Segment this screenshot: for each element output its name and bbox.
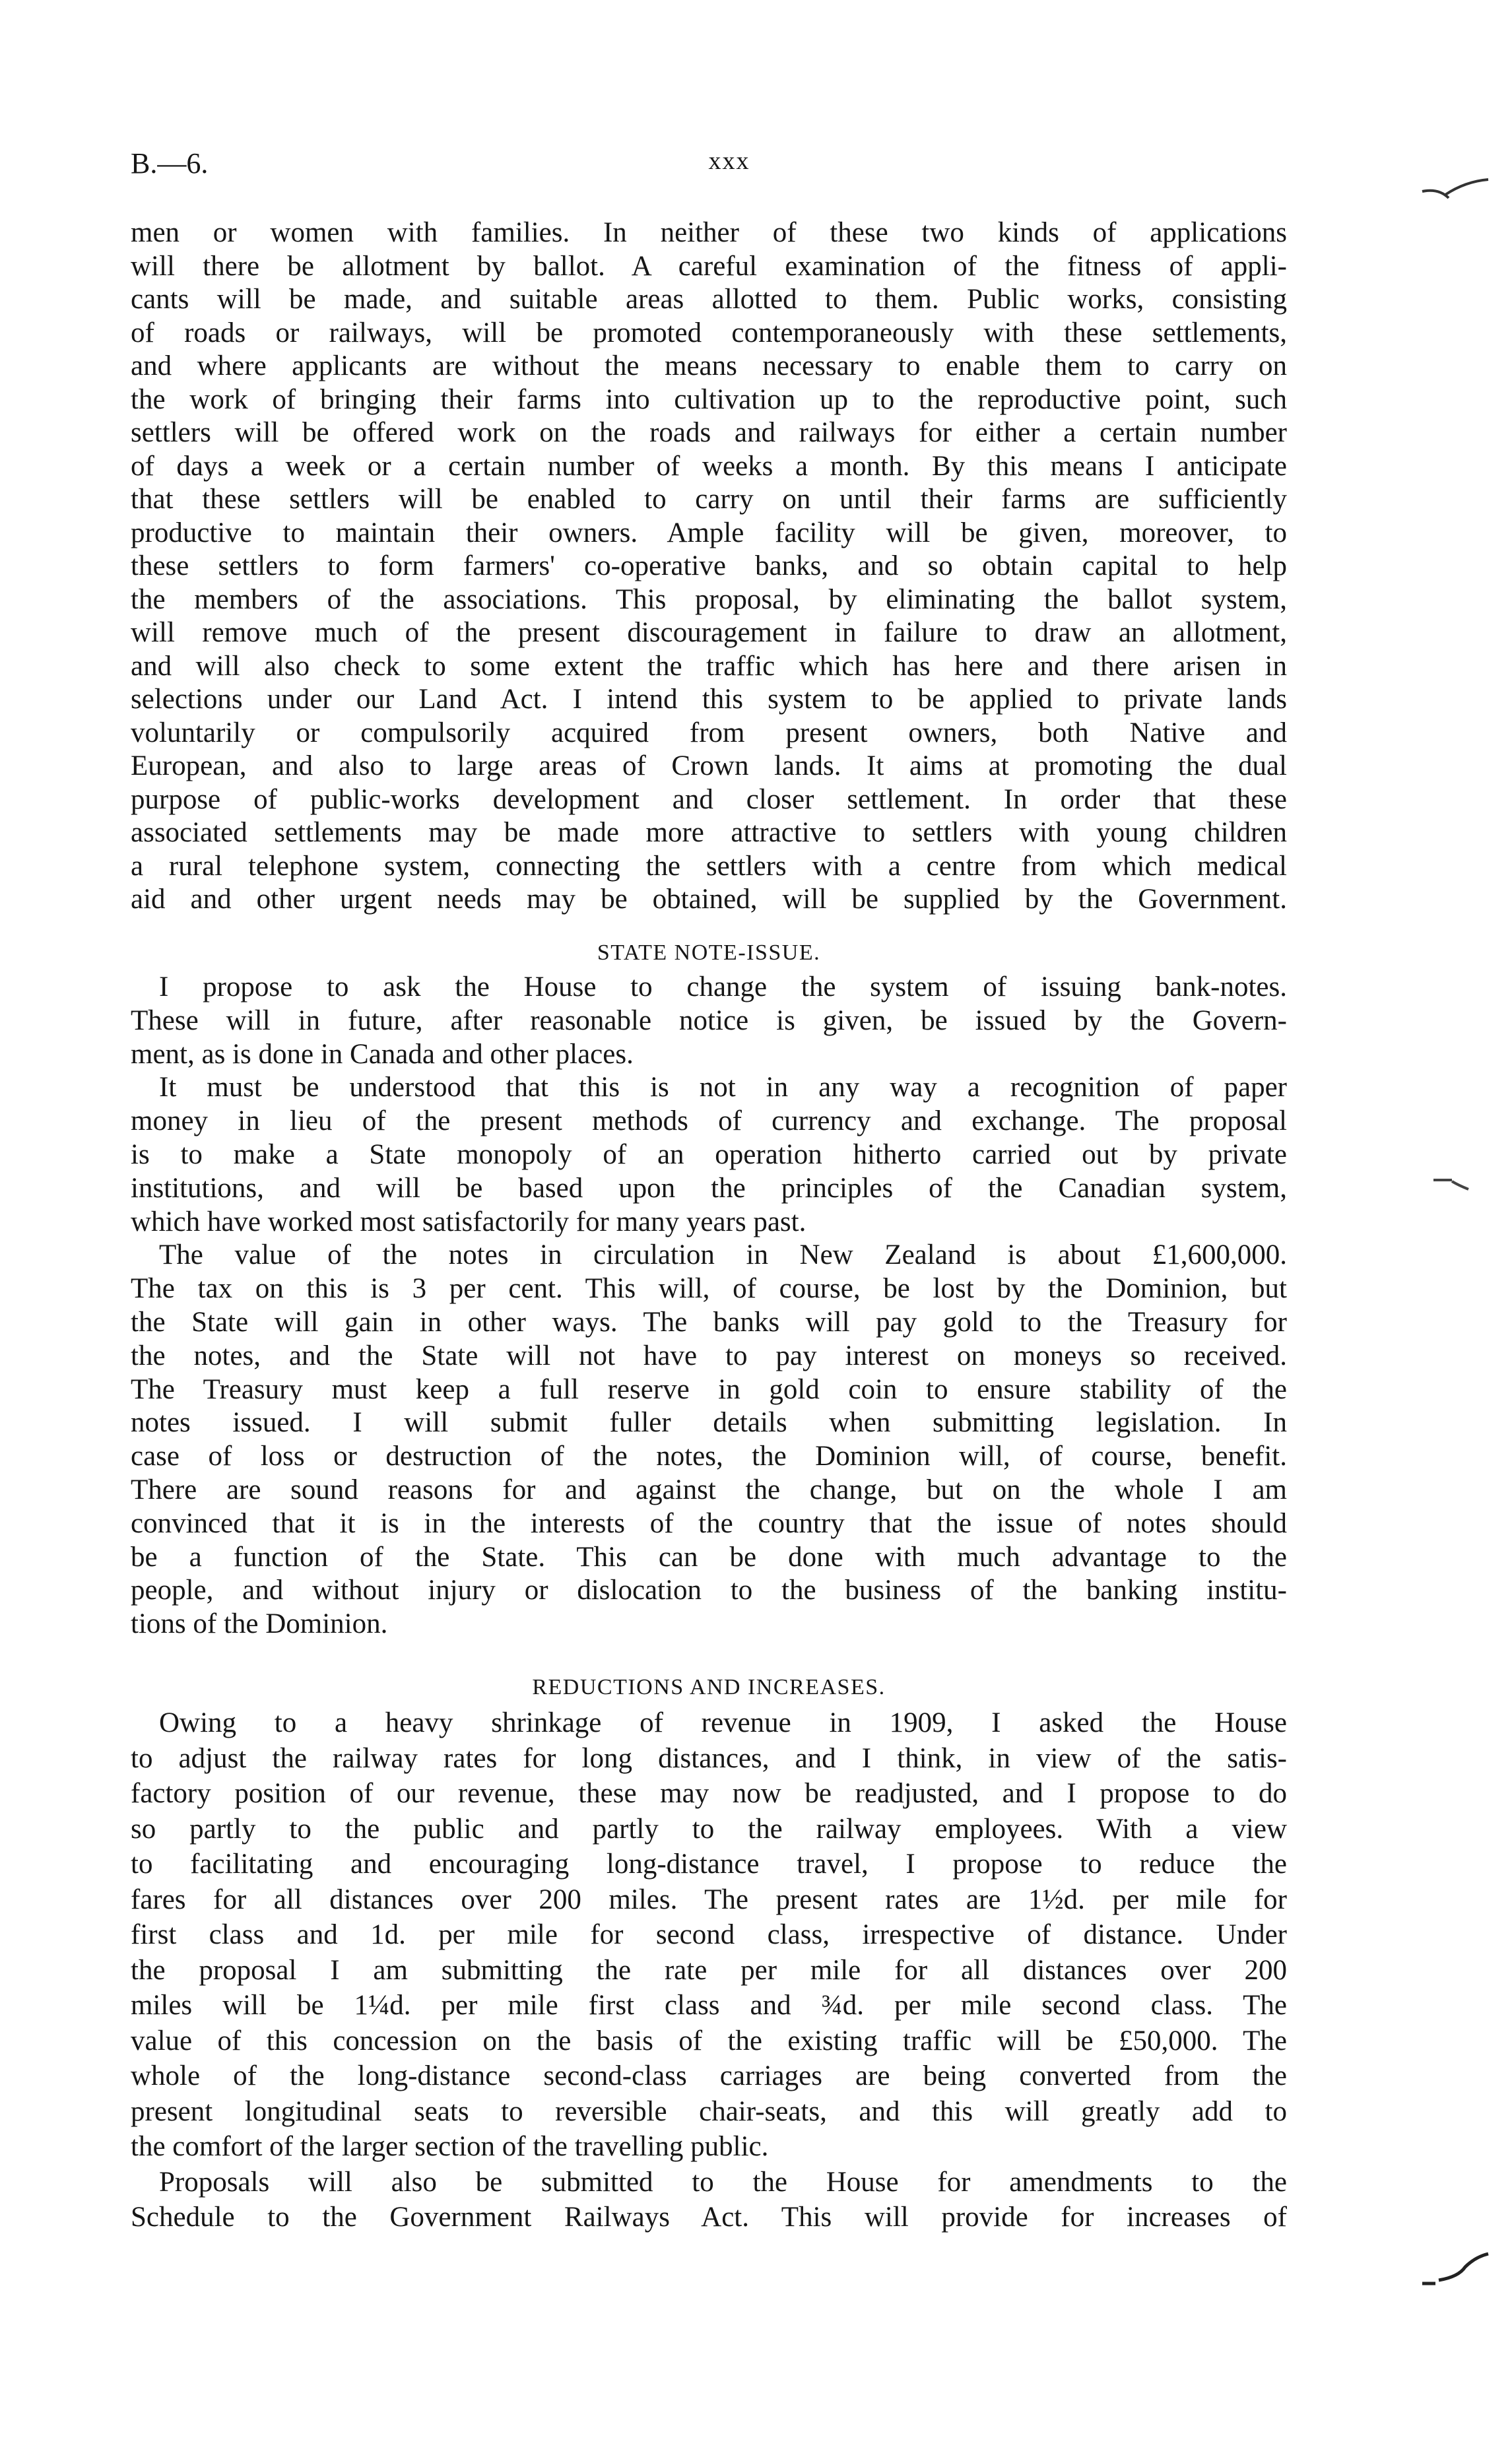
text-line: that these settlers will be enabled to carry on until their farms are sufficiently xyxy=(131,484,1287,515)
paragraph xyxy=(131,1239,1287,1641)
text-line: to adjust the railway rates for long distances, and I think, in view of the satis- xyxy=(131,1742,1287,1774)
text-line: The value of the notes in circulation in New Zealand is about £1,600,000. xyxy=(159,1239,1287,1271)
section-heading: STATE NOTE-ISSUE. xyxy=(597,940,821,965)
text-line: Schedule to the Government Railways Act. This will provide for increases of xyxy=(131,2202,1287,2233)
text-line: I propose to ask the House to change the system of issuing bank-notes. xyxy=(159,971,1287,1002)
text-line: notes issued. I will submit fuller details when submitting legislation. In xyxy=(131,1407,1287,1439)
text-line: the members of the associations. This proposal, by eliminating the ballot system, xyxy=(131,583,1287,615)
text-line: It must be understood that this is not in any way a recognition of paper xyxy=(159,1072,1287,1103)
paragraph xyxy=(131,2165,1287,2235)
text-line: fares for all distances over 200 miles. The present rates are 1½d. per mile for xyxy=(131,1884,1287,1915)
text-line: cants will be made, and suitable areas allotted to them. Public works, consisting xyxy=(131,284,1287,315)
text-line: present longitudinal seats to reversible chair-seats, and this will greatly add to xyxy=(131,2095,1287,2127)
text-line: is to make a State monopoly of an operation hitherto carried out by private xyxy=(131,1138,1287,1170)
text-line: of days a week or a certain number of weeks a month. By this means I anticipate xyxy=(131,450,1287,482)
text-line: ment, as is done in Canada and other places. xyxy=(131,1038,634,1070)
text-line: of roads or railways, will be promoted contemporaneously with these settlements, xyxy=(131,317,1287,348)
text-line: miles will be 1¼d. per mile first class and ¾d. per mile second class. The xyxy=(131,1990,1287,2021)
text-line: will remove much of the present discouragement in failure to draw an allotment, xyxy=(131,617,1287,648)
text-line: value of this concession on the basis of the existing traffic will be £50,000. The xyxy=(131,2025,1287,2056)
text-line: a rural telephone system, connecting the settlers with a centre from which medical xyxy=(131,850,1287,882)
text-line: first class and 1d. per mile for second class, irrespective of distance. Under xyxy=(131,1919,1287,1950)
text-line: people, and without injury or dislocation to the business of the banking institu- xyxy=(131,1575,1287,1606)
page-number: xxx xyxy=(708,147,750,175)
text-line: the State will gain in other ways. The banks will pay gold to the Treasury for xyxy=(131,1306,1287,1338)
paragraph xyxy=(131,1705,1287,2165)
text-line: settlers will be offered work on the roads and railways for either a certain number xyxy=(131,417,1287,448)
text-line: The tax on this is 3 per cent. This will, of course, be lost by the Dominion, but xyxy=(131,1273,1287,1305)
text-line: voluntarily or compulsorily acquired from present owners, both Native and xyxy=(131,717,1287,748)
text-line: There are sound reasons for and against the change, but on the whole I am xyxy=(131,1474,1287,1505)
section-settlement xyxy=(131,216,1287,917)
paragraph xyxy=(131,216,1287,917)
text-line: associated settlements may be made more attractive to settlers with young children xyxy=(131,817,1287,848)
text-line: European, and also to large areas of Crown lands. It aims at promoting the dual xyxy=(131,750,1287,781)
margin-pen-mark xyxy=(1419,2247,1492,2293)
text-line: and will also check to some extent the traffic which has here and there arisen in xyxy=(131,650,1287,682)
text-line: the work of bringing their farms into cultivation up to the reproductive point, such xyxy=(131,383,1287,415)
text-line: these settlers to form farmers' co-operative banks, and so obtain capital to help xyxy=(131,550,1287,581)
text-line: case of loss or destruction of the notes, the Dominion will, of course, benefit. xyxy=(131,1441,1287,1472)
section-state-note-issue xyxy=(131,935,1287,1641)
text-line: institutions, and will be based upon the principles of the Canadian system, xyxy=(131,1172,1287,1204)
section-heading: REDUCTIONS AND INCREASES. xyxy=(532,1675,886,1699)
text-line: will there be allotment by ballot. A careful examination of the fitness of appli- xyxy=(131,250,1287,282)
text-line: selections under our Land Act. I intend this system to be applied to private lands xyxy=(131,684,1287,715)
text-line: and where applicants are without the means necessary to enable them to carry on xyxy=(131,350,1287,381)
text-line: factory position of our revenue, these may now be readjusted, and I propose to do xyxy=(131,1778,1287,1809)
paragraph xyxy=(131,1071,1287,1239)
text-line: to facilitating and encouraging long-distance travel, I propose to reduce the xyxy=(131,1849,1287,1880)
text-line: Owing to a heavy shrinkage of revenue in 1909, I asked the House xyxy=(159,1707,1287,1738)
text-line: so partly to the public and partly to the railway employees. With a view xyxy=(131,1813,1287,1845)
margin-pen-mark xyxy=(1432,1175,1478,1201)
margin-pen-mark xyxy=(1419,172,1492,211)
text-line: These will in future, after reasonable notice is given, be issued by the Govern- xyxy=(131,1004,1287,1036)
text-line: purpose of public-works development and closer settlement. In order that these xyxy=(131,783,1287,815)
text-line: The Treasury must keep a full reserve in gold coin to ensure stability of the xyxy=(131,1373,1287,1405)
paragraph xyxy=(131,971,1287,1071)
text-line: money in lieu of the present methods of currency and exchange. The proposal xyxy=(131,1105,1287,1137)
text-line: productive to maintain their owners. Ample facility will be given, moreover, to xyxy=(131,517,1287,548)
page-reference: B.—6. xyxy=(131,147,209,180)
text-line: tions of the Dominion. xyxy=(131,1608,388,1640)
text-line: the proposal I am submitting the rate per mile for all distances over 200 xyxy=(131,1954,1287,1986)
text-line: aid and other urgent needs may be obtained, will be supplied by the Government. xyxy=(131,884,1287,915)
text-line: whole of the long-distance second-class carriages are being converted from the xyxy=(131,2060,1287,2091)
section-reductions-and-increases xyxy=(131,1670,1287,2235)
text-line: men or women with families. In neither of these two kinds of applications xyxy=(131,217,1287,248)
text-line: the notes, and the State will not have to pay interest on moneys so received. xyxy=(131,1340,1287,1371)
text-line: the comfort of the larger section of the travelling public. xyxy=(131,2131,769,2162)
text-line: Proposals will also be submitted to the House for amendments to the xyxy=(159,2166,1287,2198)
text-line: be a function of the State. This can be done with much advantage to the xyxy=(131,1541,1287,1573)
text-line: convinced that it is in the interests of the country that the issue of notes should xyxy=(131,1507,1287,1539)
text-line: which have worked most satisfactorily for many years past. xyxy=(131,1206,806,1237)
